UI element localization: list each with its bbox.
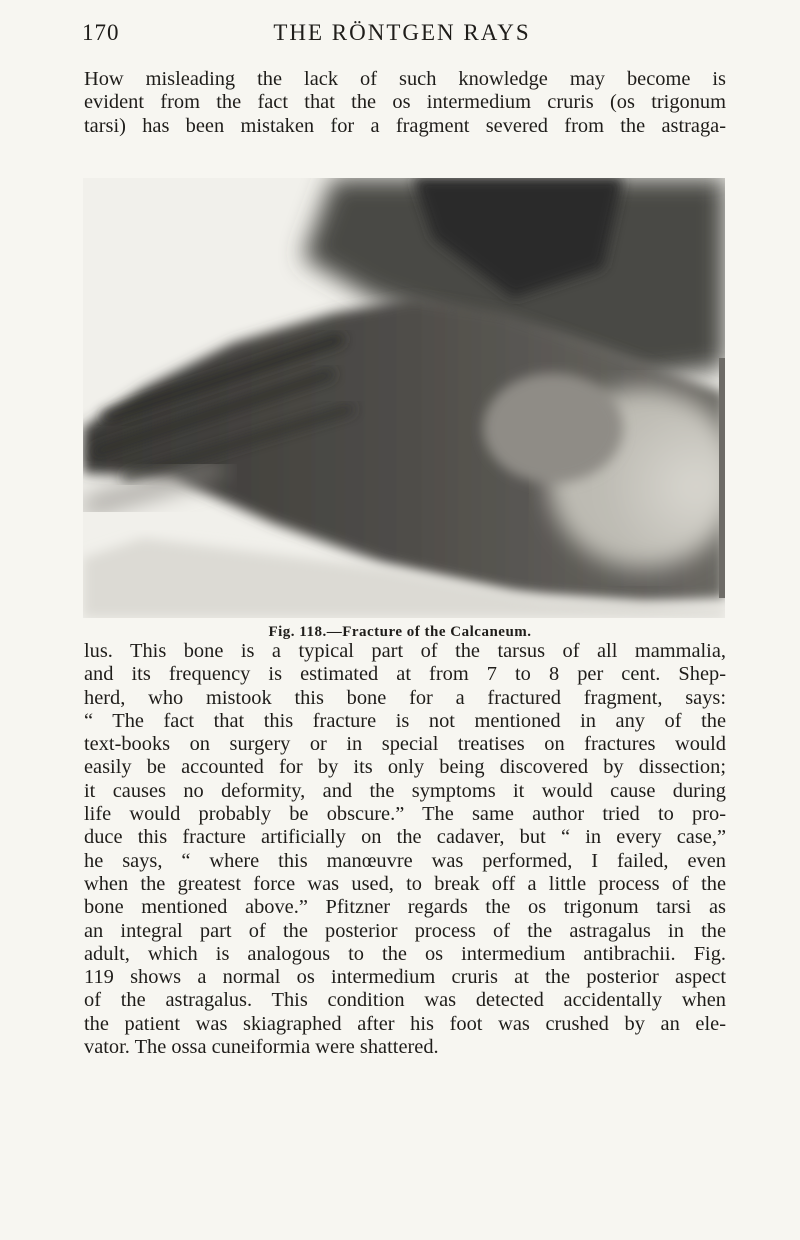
text-line: tarsi) has been mistaken for a fragment severed from the astraga- <box>84 114 726 137</box>
text-line: 119 shows a normal os intermedium cruris at the posterior aspect <box>84 966 726 989</box>
xray-image <box>83 178 725 618</box>
text-line: bone mentioned above.” Pfitzner regards the os trigonum tarsi as <box>84 896 726 919</box>
text-line: How misleading the lack of such knowledge may become is <box>84 68 726 90</box>
text-line: text-books on surgery or in special treatises on fractures would <box>84 733 726 756</box>
text-line: and its frequency is estimated at from 7 to 8 per cent. Shep- <box>84 663 726 686</box>
figure-caption: Fig. 118.—Fracture of the Calcaneum. <box>268 624 532 640</box>
page-header <box>82 20 722 50</box>
text-line: he says, “ where this manœuvre was performed, I failed, even <box>84 849 726 872</box>
running-title: THE RÖNTGEN RAYS <box>273 20 531 45</box>
text-line: lus. This bone is a typical part of the tarsus of all mammalia, <box>84 640 726 662</box>
text-line: of the astragalus. This condition was detected accidentally when <box>84 989 726 1012</box>
page-number: 170 <box>82 20 120 45</box>
text-line: the patient was skiagraphed after his foot was crushed by an ele- <box>84 1012 726 1035</box>
xray-figure <box>83 178 725 618</box>
text-line: herd, who mistook this bone for a fractured fragment, says: <box>84 686 726 709</box>
text-line: evident from the fact that the os intermedium cruris (os trigonum <box>84 91 726 114</box>
text-line: vator. The ossa cuneiformia were shattered. <box>84 1036 439 1059</box>
text-line: it causes no deformity, and the symptoms it would cause during <box>84 779 726 802</box>
intro-paragraph <box>84 68 726 138</box>
text-line: duce this fracture artificially on the cadaver, but “ in every case,” <box>84 826 726 849</box>
text-line: easily be accounted for by its only being discovered by dissection; <box>84 756 726 779</box>
text-line: an integral part of the posterior process of the astragalus in the <box>84 919 726 942</box>
body-paragraph <box>84 640 726 1059</box>
text-line: life would probably be obscure.” The same author tried to pro- <box>84 803 726 826</box>
text-line: “ The fact that this fracture is not mentioned in any of the <box>84 709 726 732</box>
text-line: adult, which is analogous to the os intermedium antibrachii. Fig. <box>84 942 726 965</box>
text-line: when the greatest force was used, to break off a little process of the <box>84 872 726 895</box>
